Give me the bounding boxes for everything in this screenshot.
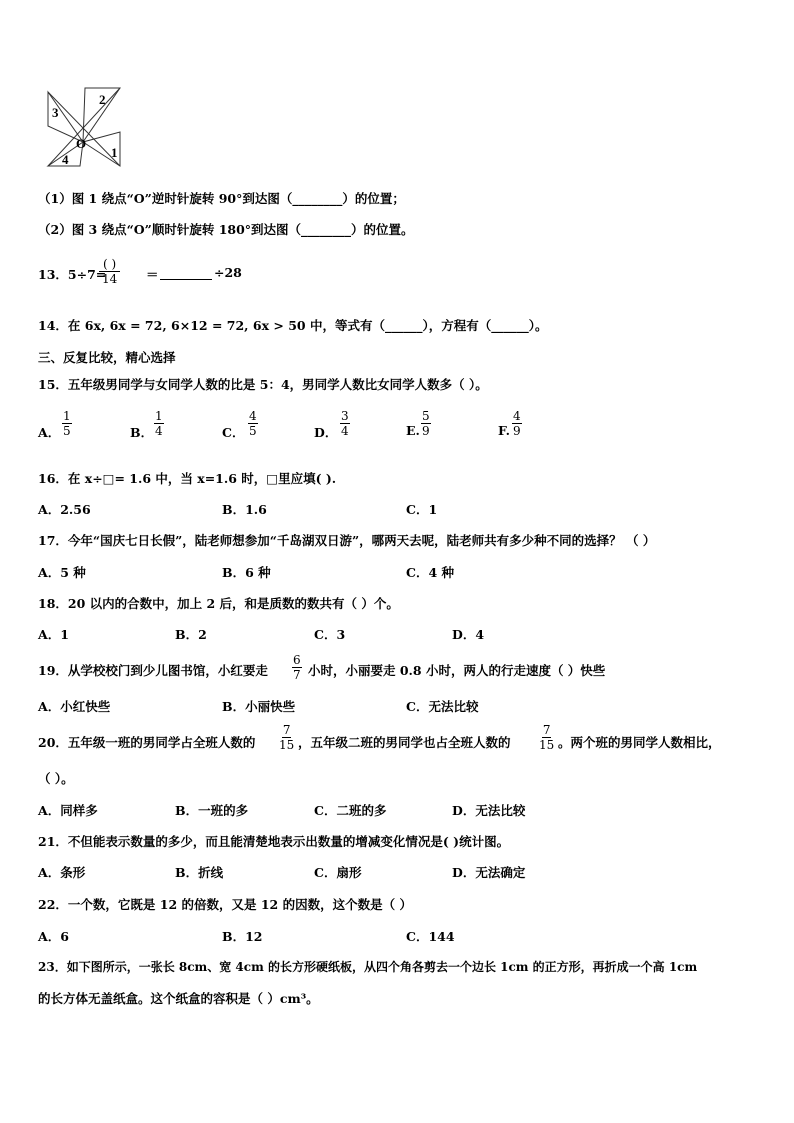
q21-option-c[interactable]: C．扇形 (314, 865, 362, 880)
q19-fraction (292, 653, 302, 682)
q16-option-a[interactable]: A．2.56 (38, 502, 91, 517)
q15-option-f-label[interactable]: F. (498, 423, 510, 438)
q21-option-b[interactable]: B．折线 (175, 865, 224, 880)
q15-b-num: 1 (155, 409, 163, 423)
q20-fraction-2 (538, 723, 555, 752)
q15-stem: 15．五年级男同学与女同学人数的比是 5：4，男同学人数比女同学人数多（ ）。 (38, 377, 488, 392)
q15-option-e-label[interactable]: E. (406, 423, 420, 438)
q18-option-c[interactable]: C．3 (314, 627, 346, 642)
q22-option-b[interactable]: B．12 (222, 929, 263, 944)
q15-d-num: 3 (341, 409, 349, 423)
q18-stem: 18．20 以内的合数中，加上 2 后，和是质数的数共有（ ）个。 (38, 596, 399, 611)
q19-option-c[interactable]: C．无法比较 (406, 699, 479, 714)
q23-line1: 23．如下图所示，一张长 8cm、宽 4cm 的长方形硬纸板，从四个角各剪去一个边长 1cm 的正方形，再折成一个高 1cm (38, 960, 698, 974)
q15-e-num: 5 (422, 409, 430, 423)
q20-frac1-num: 7 (282, 723, 291, 737)
q15-f-num: 4 (513, 409, 521, 423)
q23-line2: 的长方体无盖纸盒。这个纸盒的容积是（ ）cm³。 (38, 991, 319, 1006)
q17-option-a[interactable]: A．5 种 (38, 565, 86, 580)
q19-stem-a: 19．从学校校门到少儿图书馆，小红要走 (38, 663, 268, 678)
q20-option-d[interactable]: D．无法比较 (452, 803, 526, 818)
q20-option-c[interactable]: C．二班的多 (314, 803, 387, 818)
q20-frac1-den: 15 (279, 738, 295, 752)
q20-frac2-num: 7 (542, 723, 551, 737)
pinwheel-figure (40, 86, 130, 172)
q15-e-den: 9 (422, 424, 430, 438)
q18-option-b[interactable]: B．2 (175, 627, 207, 642)
q13-equals: ＝ (146, 267, 159, 282)
q19-stem-b: 小时，小丽要走 0.8 小时，两人的行走速度（ ）快些 (308, 663, 606, 678)
q15-option-c-fraction[interactable] (248, 409, 258, 438)
figure-label-o: O (76, 136, 87, 151)
q20-stem-b: ，五年级二班的男同学也占全班人数的 (298, 735, 511, 750)
q15-option-d-label[interactable]: D． (314, 425, 338, 440)
q15-c-num: 4 (249, 409, 257, 423)
q15-c-den: 5 (249, 424, 257, 438)
q15-f-den: 9 (513, 424, 521, 438)
q20-fraction-1 (278, 723, 295, 752)
q15-option-b-label[interactable]: B． (130, 425, 154, 440)
q12-part1: （1）图 1 绕点“O”逆时针旋转 90°到达图（________）的位置； (38, 191, 405, 206)
q15-option-b-fraction[interactable] (154, 409, 164, 438)
q19-frac-num: 6 (293, 653, 301, 667)
q21-option-a[interactable]: A．条形 (38, 865, 86, 880)
q17-option-c[interactable]: C．4 种 (406, 565, 454, 580)
q15-a-den: 5 (63, 424, 71, 438)
q13-suffix: ÷28 (214, 265, 242, 280)
q15-option-a-label[interactable]: A． (38, 425, 61, 440)
q21-stem: 21．不但能表示数量的多少，而且能清楚地表示出数量的增减变化情况是( )统计图。 (38, 834, 510, 849)
section-3-title: 三、反复比较，精心选择 (38, 350, 176, 365)
q17-stem: 17．今年“国庆七日长假”，陆老师想参加“千岛湖双日游”，哪两天去呢，陆老师共有多少种不同的选择？ （ ） (38, 533, 656, 548)
q13-frac-num: ( ) (99, 257, 120, 272)
q19-option-b[interactable]: B．小丽快些 (222, 699, 296, 714)
q22-option-c[interactable]: C．144 (406, 929, 455, 944)
q18-option-d[interactable]: D．4 (452, 627, 485, 642)
figure-label-3: 3 (52, 105, 59, 120)
q22-stem: 22．一个数，它既是 12 的倍数，又是 12 的因数，这个数是（ ） (38, 897, 412, 912)
q12-part2: （2）图 3 绕点“O”顺时针旋转 180°到达图（________）的位置。 (38, 222, 414, 237)
q22-option-a[interactable]: A．6 (38, 929, 69, 944)
q18-option-a[interactable]: A．1 (38, 627, 69, 642)
figure-label-4: 4 (62, 152, 69, 167)
q15-option-a-fraction[interactable] (62, 409, 72, 438)
q16-option-c[interactable]: C．1 (406, 502, 438, 517)
q16-option-b[interactable]: B．1.6 (222, 502, 267, 517)
q14-text: 14．在 6x, 6x = 72, 6×12 = 72, 6x > 50 中，等式有（______），方程有（______）。 (38, 318, 548, 333)
q20-stem-d: （ ）。 (38, 771, 74, 786)
q20-option-b[interactable]: B．一班的多 (175, 803, 249, 818)
q20-option-a[interactable]: A．同样多 (38, 803, 98, 818)
q15-option-d-fraction[interactable] (340, 409, 350, 438)
q15-option-e-fraction[interactable] (421, 409, 431, 438)
q15-d-den: 4 (341, 424, 349, 438)
q19-frac-den: 7 (293, 668, 301, 682)
q17-option-b[interactable]: B．6 种 (222, 565, 271, 580)
q15-option-c-label[interactable]: C． (222, 425, 245, 440)
q20-stem-a: 20．五年级一班的男同学占全班人数的 (38, 735, 256, 750)
q16-stem: 16．在 x÷□= 1.6 中，当 x=1.6 时，□里应填( ). (38, 471, 337, 486)
q21-option-d[interactable]: D．无法确定 (452, 865, 526, 880)
q15-a-num: 1 (63, 409, 71, 423)
q15-option-f-fraction[interactable] (512, 409, 522, 438)
q19-option-a[interactable]: A．小红快些 (38, 699, 111, 714)
q13-frac-den: 14 (101, 272, 118, 286)
q15-b-den: 4 (155, 424, 163, 438)
q13-answer-blank[interactable] (160, 279, 212, 280)
q13-fraction (99, 257, 120, 286)
figure-label-2: 2 (99, 92, 106, 107)
q20-stem-c: 。两个班的男同学人数相比， (558, 735, 721, 750)
q20-frac2-den: 15 (539, 738, 555, 752)
q13-prefix: 13．5÷7= (38, 267, 107, 282)
figure-label-1: 1 (111, 145, 118, 160)
